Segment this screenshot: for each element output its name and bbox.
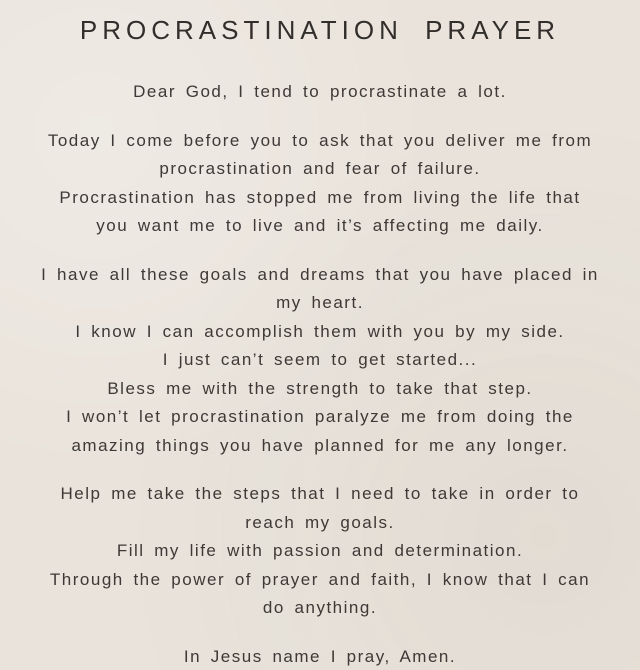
prayer-line: I won’t let procrastination paralyze me from doing the: [66, 407, 574, 426]
prayer-paragraph-deliverance: [18, 127, 622, 241]
prayer-line: amazing things you have planned for me any longer.: [71, 435, 569, 455]
prayer-line: reach my goals.: [245, 512, 395, 532]
prayer-line: I know I can accomplish them with you by my side.: [75, 321, 565, 341]
prayer-line: procrastination and fear of failure.: [159, 159, 481, 178]
prayer-paragraph-steps: [18, 480, 622, 623]
prayer-paragraph-opening: [18, 78, 622, 107]
prayer-paragraph-goals: [18, 261, 622, 461]
prayer-line: I just can’t seem to get started...: [162, 350, 478, 369]
prayer-line: Help me take the steps that I need to take in order to: [60, 484, 580, 503]
prayer-line: Procrastination has stopped me from living the life that: [59, 187, 581, 207]
prayer-line: I have all these goals and dreams that you have placed in: [41, 264, 599, 284]
prayer-line: Bless me with the strength to take that step.: [107, 378, 533, 398]
page-title: PROCRASTINATION PRAYER: [79, 15, 561, 45]
prayer-line: Through the power of prayer and faith, I know that I can: [49, 569, 591, 589]
prayer-line: Dear God, I tend to procrastinate a lot.: [133, 82, 507, 101]
prayer-line: do anything.: [262, 598, 378, 617]
prayer-line: you want me to live and it’s affecting me daily.: [96, 216, 544, 235]
prayer-line: Fill my life with passion and determination.: [116, 541, 524, 560]
prayer-paragraph-closing: [18, 643, 622, 670]
prayer-line: my heart.: [276, 293, 364, 312]
prayer-line: In Jesus name I pray, Amen.: [183, 646, 457, 666]
prayer-line: Today I come before you to ask that you deliver me from: [47, 130, 593, 150]
prayer-card: [0, 14, 640, 670]
